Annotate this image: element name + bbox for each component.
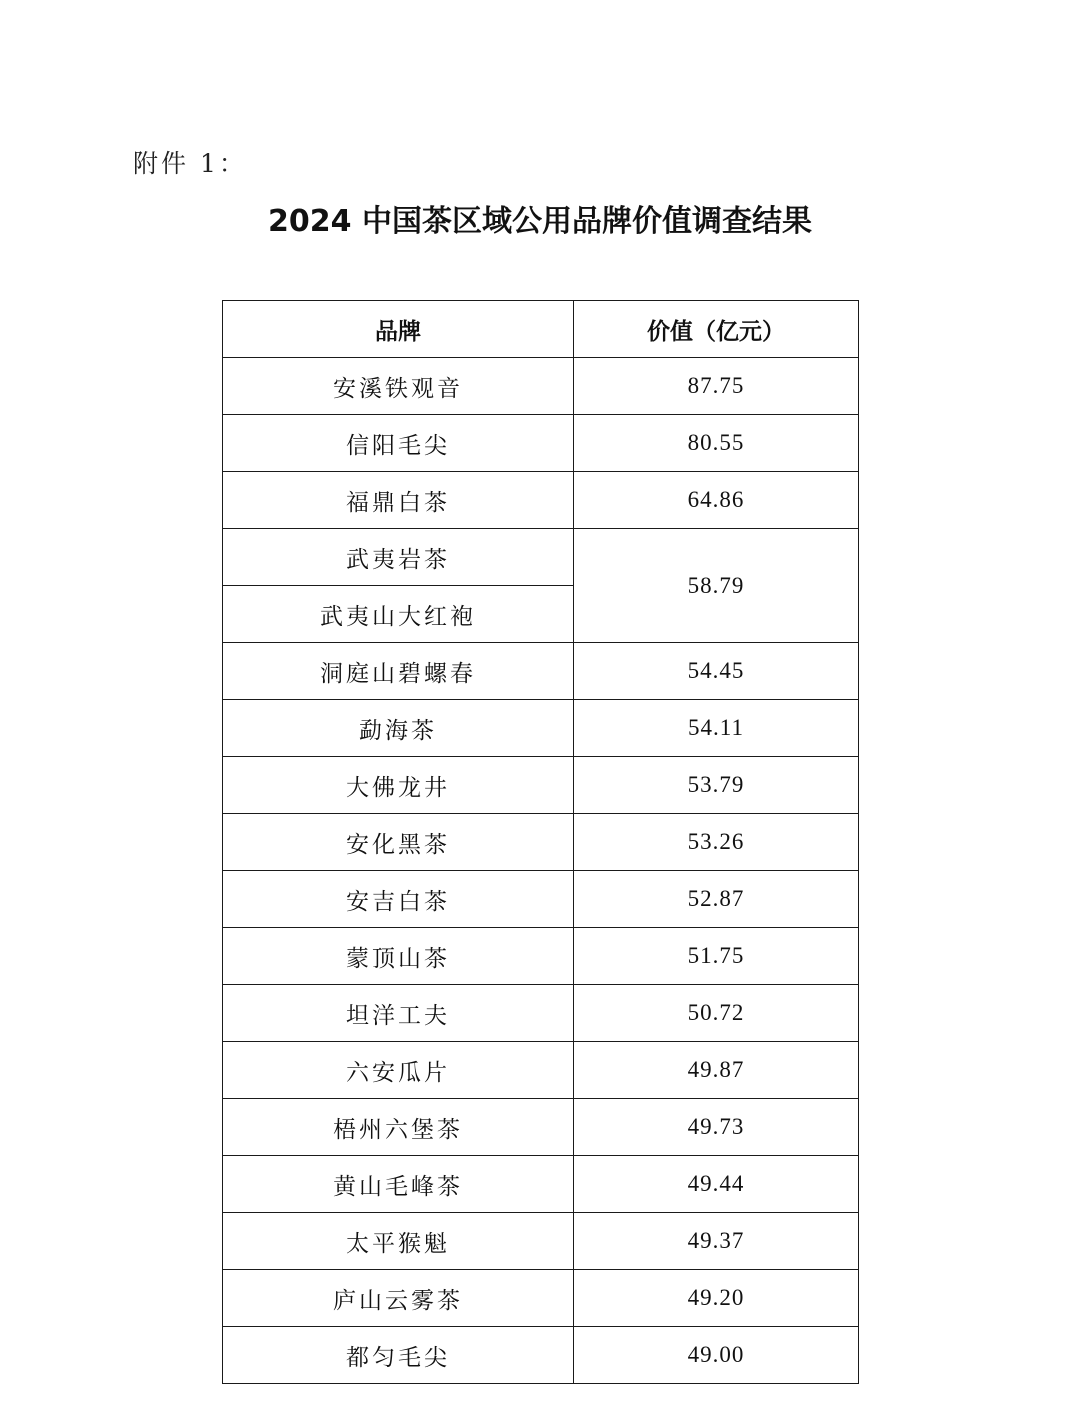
- value-cell: 49.87: [574, 1042, 859, 1099]
- brand-cell: 武夷岩茶: [223, 529, 574, 586]
- value-cell-merged: 58.79: [574, 529, 859, 643]
- value-cell: 54.11: [574, 700, 859, 757]
- table-row: [223, 1270, 859, 1327]
- brand-cell: 福鼎白茶: [223, 472, 574, 529]
- table-row: [223, 928, 859, 985]
- table-row: [223, 814, 859, 871]
- table-row: [223, 643, 859, 700]
- brand-cell: 武夷山大红袍: [223, 586, 574, 643]
- value-cell: 49.44: [574, 1156, 859, 1213]
- table-row: [223, 985, 859, 1042]
- table-row: [223, 871, 859, 928]
- value-cell: 87.75: [574, 358, 859, 415]
- brand-cell: 六安瓜片: [223, 1042, 574, 1099]
- value-cell: 53.79: [574, 757, 859, 814]
- brand-cell: 蒙顶山茶: [223, 928, 574, 985]
- table-row: [223, 757, 859, 814]
- brand-cell: 大佛龙井: [223, 757, 574, 814]
- value-cell: 49.00: [574, 1327, 859, 1384]
- value-cell: 80.55: [574, 415, 859, 472]
- value-cell: 53.26: [574, 814, 859, 871]
- table-header-row: [223, 301, 859, 358]
- brand-cell: 安化黑茶: [223, 814, 574, 871]
- brand-cell: 勐海茶: [223, 700, 574, 757]
- value-cell: 51.75: [574, 928, 859, 985]
- table-row: [223, 1213, 859, 1270]
- table-row: [223, 700, 859, 757]
- header-brand: 品牌: [223, 301, 574, 358]
- table-row: [223, 1156, 859, 1213]
- value-cell: 49.20: [574, 1270, 859, 1327]
- brand-cell: 都匀毛尖: [223, 1327, 574, 1384]
- table-row: [223, 529, 859, 586]
- value-cell: 52.87: [574, 871, 859, 928]
- header-value: 价值（亿元）: [574, 301, 859, 358]
- brand-cell: 安吉白茶: [223, 871, 574, 928]
- brand-cell: 洞庭山碧螺春: [223, 643, 574, 700]
- table-row: [223, 1042, 859, 1099]
- brand-value-table: [222, 300, 859, 1384]
- table-row: [223, 358, 859, 415]
- table-row: [223, 415, 859, 472]
- brand-cell: 信阳毛尖: [223, 415, 574, 472]
- brand-cell: 太平猴魁: [223, 1213, 574, 1270]
- brand-cell: 坦洋工夫: [223, 985, 574, 1042]
- table-row: [223, 1099, 859, 1156]
- table-row: [223, 472, 859, 529]
- brand-cell: 梧州六堡茶: [223, 1099, 574, 1156]
- table-row: [223, 1327, 859, 1384]
- document-title: 2024 中国茶区域公用品牌价值调查结果: [268, 204, 812, 239]
- value-cell: 64.86: [574, 472, 859, 529]
- value-cell: 54.45: [574, 643, 859, 700]
- attachment-label: 附件 1：: [133, 149, 247, 178]
- brand-cell: 安溪铁观音: [223, 358, 574, 415]
- value-cell: 49.37: [574, 1213, 859, 1270]
- brand-cell: 庐山云雾茶: [223, 1270, 574, 1327]
- value-cell: 49.73: [574, 1099, 859, 1156]
- brand-cell: 黄山毛峰茶: [223, 1156, 574, 1213]
- value-cell: 50.72: [574, 985, 859, 1042]
